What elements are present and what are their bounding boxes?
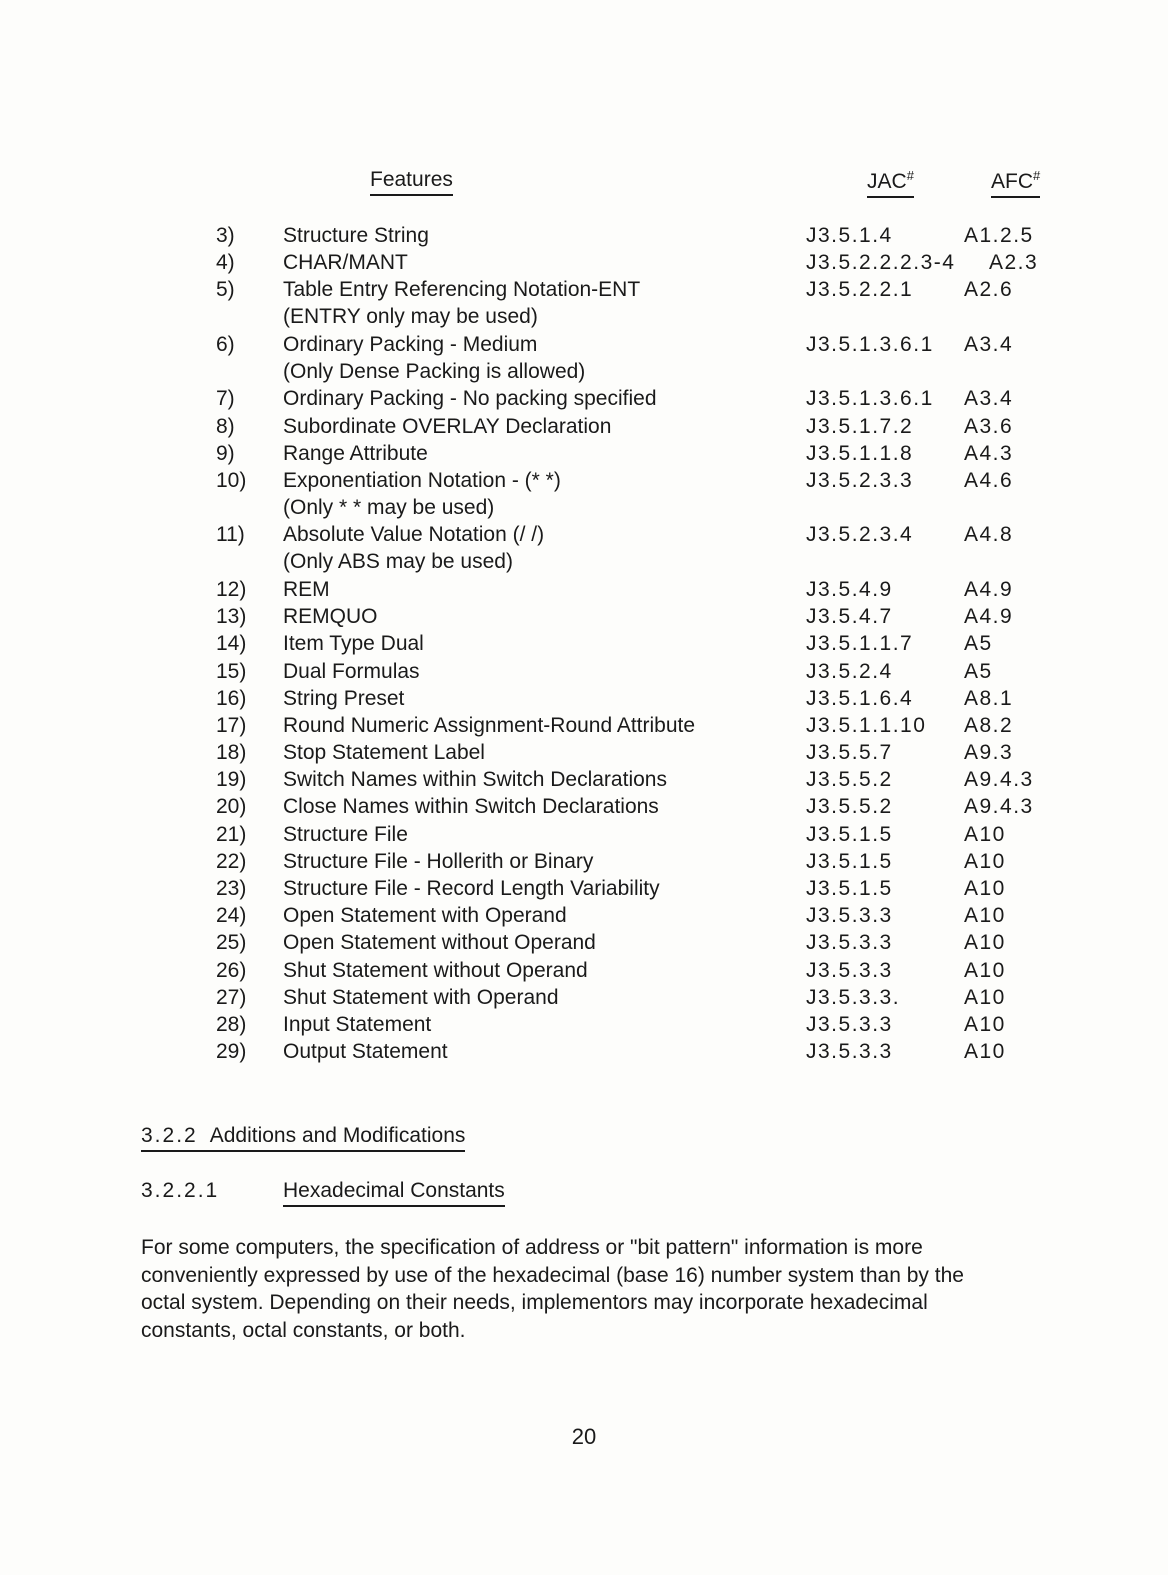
table-row xyxy=(0,957,1168,984)
feature-name: Stop Statement Label xyxy=(283,741,485,765)
feature-name: Shut Statement without Operand xyxy=(283,958,588,982)
table-row xyxy=(0,821,1168,848)
body-paragraph xyxy=(141,1234,1041,1344)
feature-name: Input Statement xyxy=(283,1012,432,1036)
section-heading-3-2-2-1: 3.2.2.1 Hexadecimal Constants xyxy=(141,1179,505,1207)
feature-name: String Preset xyxy=(283,686,405,710)
jac-reference: J3.5.2.3.4 xyxy=(806,523,914,547)
afc-reference: A8.2 xyxy=(964,713,1014,737)
table-row xyxy=(0,1011,1168,1038)
jac-reference: J3.5.3.3 xyxy=(806,1040,893,1064)
jac-reference: J3.5.1.5 xyxy=(806,822,893,846)
row-number: 28) xyxy=(216,1012,247,1036)
row-number: 24) xyxy=(216,904,247,928)
table-row xyxy=(0,793,1168,820)
feature-name: Output Statement xyxy=(283,1040,448,1064)
table-row xyxy=(0,249,1168,276)
jac-reference: J3.5.2.2.1 xyxy=(806,278,914,302)
feature-name: Structure File xyxy=(283,822,408,846)
jac-reference: J3.5.2.4 xyxy=(806,659,893,683)
paragraph-line: octal system. Depending on their needs, implementors may incorporate hexadecimal xyxy=(141,1291,928,1314)
table-row xyxy=(0,331,1168,386)
afc-reference: A3.4 xyxy=(964,332,1014,356)
row-number: 19) xyxy=(216,768,247,792)
row-number: 4) xyxy=(216,251,235,275)
row-number: 3) xyxy=(216,224,235,247)
table-row xyxy=(0,766,1168,793)
feature-name: Close Names within Switch Declarations xyxy=(283,795,659,819)
jac-reference: J3.5.2.2.2.3-4 xyxy=(806,251,956,275)
feature-name: Structure File - Record Length Variability xyxy=(283,877,660,900)
afc-reference: A10 xyxy=(964,958,1006,982)
jac-reference: J3.5.1.5 xyxy=(806,877,893,900)
feature-note: (Only Dense Packing is allowed) xyxy=(283,359,586,383)
feature-name: Shut Statement with Operand xyxy=(283,985,559,1009)
table-row xyxy=(0,1038,1168,1065)
jac-reference: J3.5.2.3.3 xyxy=(806,468,914,492)
row-number: 16) xyxy=(216,686,247,710)
row-number: 11) xyxy=(216,523,245,547)
features-table xyxy=(0,222,1168,1065)
jac-reference: J3.5.3.3 xyxy=(806,958,893,982)
feature-name: REM xyxy=(283,577,330,601)
table-row xyxy=(0,712,1168,739)
jac-reference: J3.5.1.3.6.1 xyxy=(806,387,934,411)
feature-name: Structure String xyxy=(283,224,429,247)
table-row xyxy=(0,630,1168,657)
afc-reference: A4.9 xyxy=(964,577,1014,601)
jac-reference: J3.5.1.7.2 xyxy=(806,414,914,438)
paragraph-line: For some computers, the specification of address or "bit pattern" information is more xyxy=(141,1236,923,1259)
feature-name: REMQUO xyxy=(283,605,378,629)
jac-reference: J3.5.5.2 xyxy=(806,768,893,792)
row-number: 29) xyxy=(216,1040,247,1064)
afc-reference: A8.1 xyxy=(964,686,1014,710)
table-row xyxy=(0,902,1168,929)
jac-reference: J3.5.1.3.6.1 xyxy=(806,332,934,356)
jac-reference: J3.5.1.1.10 xyxy=(806,713,927,737)
row-number: 14) xyxy=(216,632,247,656)
table-row xyxy=(0,521,1168,576)
table-row xyxy=(0,875,1168,902)
table-row xyxy=(0,276,1168,331)
jac-column-header: JAC# xyxy=(867,168,914,198)
row-number: 8) xyxy=(216,414,235,438)
feature-name: Exponentiation Notation - (* *) (Only * * may be used) xyxy=(283,467,793,521)
row-number: 5) xyxy=(216,278,235,302)
jac-reference: J3.5.1.1.8 xyxy=(806,441,914,465)
page-number: 20 xyxy=(571,1424,597,1449)
feature-name: Absolute Value Notation (/ /) (Only ABS may be used) xyxy=(283,521,793,575)
afc-reference: A3.6 xyxy=(964,414,1014,438)
paragraph-line: conveniently expressed by use of the hexadecimal (base 16) number system than by the xyxy=(141,1263,964,1287)
row-number: 12) xyxy=(216,577,247,601)
row-number: 27) xyxy=(216,985,247,1009)
afc-reference: A4.9 xyxy=(964,605,1014,629)
feature-note: (Only ABS may be used) xyxy=(283,550,513,574)
row-number: 17) xyxy=(216,713,247,737)
afc-reference: A2.6 xyxy=(964,278,1014,302)
jac-reference: J3.5.1.4 xyxy=(806,224,893,247)
jac-reference: J3.5.1.6.4 xyxy=(806,686,914,710)
feature-name: Dual Formulas xyxy=(283,659,420,683)
jac-reference: J3.5.4.9 xyxy=(806,577,893,601)
features-column-header: Features xyxy=(370,168,453,196)
table-row xyxy=(0,685,1168,712)
row-number: 21) xyxy=(216,822,247,846)
row-number: 7) xyxy=(216,387,235,411)
table-row xyxy=(0,440,1168,467)
table-row xyxy=(0,576,1168,603)
paragraph-line: constants, octal constants, or both. xyxy=(141,1318,466,1342)
afc-reference: A4.8 xyxy=(964,523,1014,547)
afc-reference: A10 xyxy=(964,1040,1006,1064)
row-number: 22) xyxy=(216,849,247,873)
afc-reference: A2.3 xyxy=(989,251,1039,275)
jac-reference: J3.5.5.7 xyxy=(806,741,893,765)
feature-note: (Only * * may be used) xyxy=(283,495,495,519)
row-number: 6) xyxy=(216,332,235,356)
feature-name: Switch Names within Switch Declarations xyxy=(283,768,667,792)
afc-reference: A4.3 xyxy=(964,441,1014,465)
afc-column-header: AFC# xyxy=(991,168,1040,198)
jac-reference: J3.5.3.3 xyxy=(806,1012,893,1036)
jac-reference: J3.5.3.3 xyxy=(806,931,893,955)
feature-name: Structure File - Hollerith or Binary xyxy=(283,849,594,873)
table-row xyxy=(0,848,1168,875)
table-row xyxy=(0,222,1168,249)
feature-name: Subordinate OVERLAY Declaration xyxy=(283,414,612,438)
feature-name: Ordinary Packing - Medium (Only Dense Packing is allowed) xyxy=(283,331,793,385)
row-number: 13) xyxy=(216,605,247,629)
jac-reference: J3.5.3.3. xyxy=(806,985,901,1009)
row-number: 18) xyxy=(216,741,247,765)
jac-reference: J3.5.1.1.7 xyxy=(806,632,914,656)
afc-reference: A1.2.5 xyxy=(964,224,1034,247)
afc-reference: A3.4 xyxy=(964,387,1014,411)
feature-name: Range Attribute xyxy=(283,441,428,465)
afc-reference: A9.4.3 xyxy=(964,795,1034,819)
afc-reference: A9.4.3 xyxy=(964,768,1034,792)
table-row xyxy=(0,385,1168,412)
afc-reference: A10 xyxy=(964,849,1006,873)
row-number: 20) xyxy=(216,795,247,819)
table-row xyxy=(0,467,1168,522)
jac-reference: J3.5.4.7 xyxy=(806,605,893,629)
afc-reference: A10 xyxy=(964,877,1006,900)
feature-name: CHAR/MANT xyxy=(283,251,408,275)
afc-reference: A5 xyxy=(964,659,993,683)
row-number: 25) xyxy=(216,931,247,955)
table-row xyxy=(0,413,1168,440)
feature-name: Open Statement without Operand xyxy=(283,931,596,955)
afc-reference: A4.6 xyxy=(964,468,1014,492)
table-row xyxy=(0,984,1168,1011)
feature-name: Table Entry Referencing Notation-ENT (ENTRY only may be used) xyxy=(283,276,793,330)
feature-name: Item Type Dual xyxy=(283,632,424,656)
section-heading-3-2-2: 3.2.2 Additions and Modifications xyxy=(141,1124,465,1152)
afc-reference: A10 xyxy=(964,931,1006,955)
feature-note: (ENTRY only may be used) xyxy=(283,305,538,329)
afc-reference: A10 xyxy=(964,904,1006,928)
table-row xyxy=(0,929,1168,956)
row-number: 15) xyxy=(216,659,247,683)
table-row xyxy=(0,603,1168,630)
row-number: 9) xyxy=(216,441,235,465)
row-number: 10) xyxy=(216,468,247,492)
afc-reference: A5 xyxy=(964,632,993,656)
afc-reference: A10 xyxy=(964,1012,1006,1036)
afc-reference: A10 xyxy=(964,985,1006,1009)
afc-reference: A9.3 xyxy=(964,741,1014,765)
table-row xyxy=(0,658,1168,685)
afc-reference: A10 xyxy=(964,822,1006,846)
feature-name: Round Numeric Assignment-Round Attribute xyxy=(283,713,696,737)
jac-reference: J3.5.5.2 xyxy=(806,795,893,819)
row-number: 26) xyxy=(216,958,247,982)
feature-name: Open Statement with Operand xyxy=(283,904,567,928)
table-row xyxy=(0,739,1168,766)
jac-reference: J3.5.1.5 xyxy=(806,849,893,873)
jac-reference: J3.5.3.3 xyxy=(806,904,893,928)
row-number: 23) xyxy=(216,877,247,900)
feature-name: Ordinary Packing - No packing specified xyxy=(283,387,657,411)
